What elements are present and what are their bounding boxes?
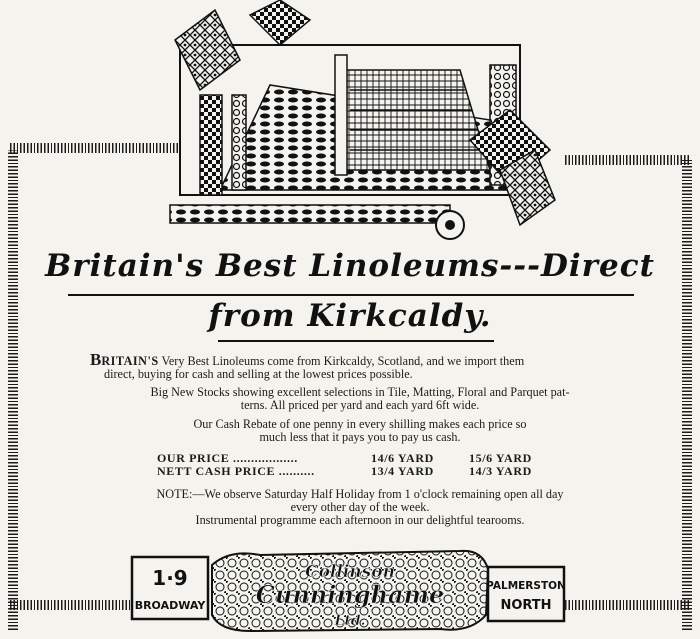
border-bottom-left-hatch xyxy=(10,600,130,610)
rebate-line-1: Our Cash Rebate of one penny in every shilling makes each price so xyxy=(193,417,527,431)
nett-cash-price-value-2: 14/3 YARD xyxy=(469,464,532,478)
headline-line-2: from Kirkcaldy. xyxy=(208,298,492,334)
note-paragraph xyxy=(70,488,650,514)
rebate-line-2: much less that it pays you to pay us cash. xyxy=(259,430,461,444)
border-left-hatch xyxy=(8,150,18,630)
intro-text-line-1: Very Best Linoleums come from Kirkcaldy, Scotland, and we import them xyxy=(158,354,525,368)
border-top-right-hatch xyxy=(565,155,690,165)
address-number: 1·9 xyxy=(152,566,188,590)
intro-text-line-2: direct, buying for cash and selling at the lowest prices possible. xyxy=(104,367,413,381)
tearooms-line: Instrumental programme each afternoon in our delightful tearooms. xyxy=(195,513,525,527)
headline-rule-1 xyxy=(68,294,634,296)
our-price-row xyxy=(157,451,557,465)
logo-line-3: Ltd. xyxy=(334,613,366,629)
note-line-2: every other day of the week. xyxy=(290,500,430,514)
our-price-label: OUR PRICE .................. xyxy=(157,451,298,465)
border-bottom-right-hatch xyxy=(565,600,690,610)
intro-dropcap: B xyxy=(90,350,102,369)
linoleum-illustration xyxy=(160,0,560,240)
store-signature-block xyxy=(130,545,570,635)
headline-rule-2 xyxy=(218,340,494,342)
our-price-value-1: 14/6 YARD xyxy=(371,451,434,465)
rebate-paragraph xyxy=(100,418,620,444)
intro-lead-word: RITAIN'S xyxy=(101,354,159,368)
stocks-line-1: Big New Stocks showing excellent selections in Tile, Matting, Floral and Parquet pat- xyxy=(150,385,570,399)
logo-line-2: Cunninghame xyxy=(255,580,445,609)
our-price-value-2: 15/6 YARD xyxy=(469,451,532,465)
intro-paragraph xyxy=(90,350,650,381)
border-top-left-hatch xyxy=(10,143,180,153)
stocks-line-2: terns. All priced per yard and each yard 6ft wide. xyxy=(240,398,480,412)
nett-cash-price-label: NETT CASH PRICE .......... xyxy=(157,464,315,478)
nett-cash-price-value-1: 13/4 YARD xyxy=(371,464,434,478)
logo-line-1: Collinson xyxy=(305,562,395,582)
stocks-paragraph xyxy=(70,386,650,412)
border-right-hatch xyxy=(682,160,692,630)
nett-cash-price-row xyxy=(157,464,557,478)
address-street: BROADWAY xyxy=(134,599,206,612)
note-line-1: NOTE:—We observe Saturday Half Holiday from 1 o'clock remaining open all day xyxy=(156,487,564,501)
town-name-bottom: NORTH xyxy=(500,598,552,613)
headline-line-1: Britain's Best Linoleums---Direct xyxy=(45,248,655,284)
town-name-top: PALMERSTON xyxy=(486,580,566,592)
